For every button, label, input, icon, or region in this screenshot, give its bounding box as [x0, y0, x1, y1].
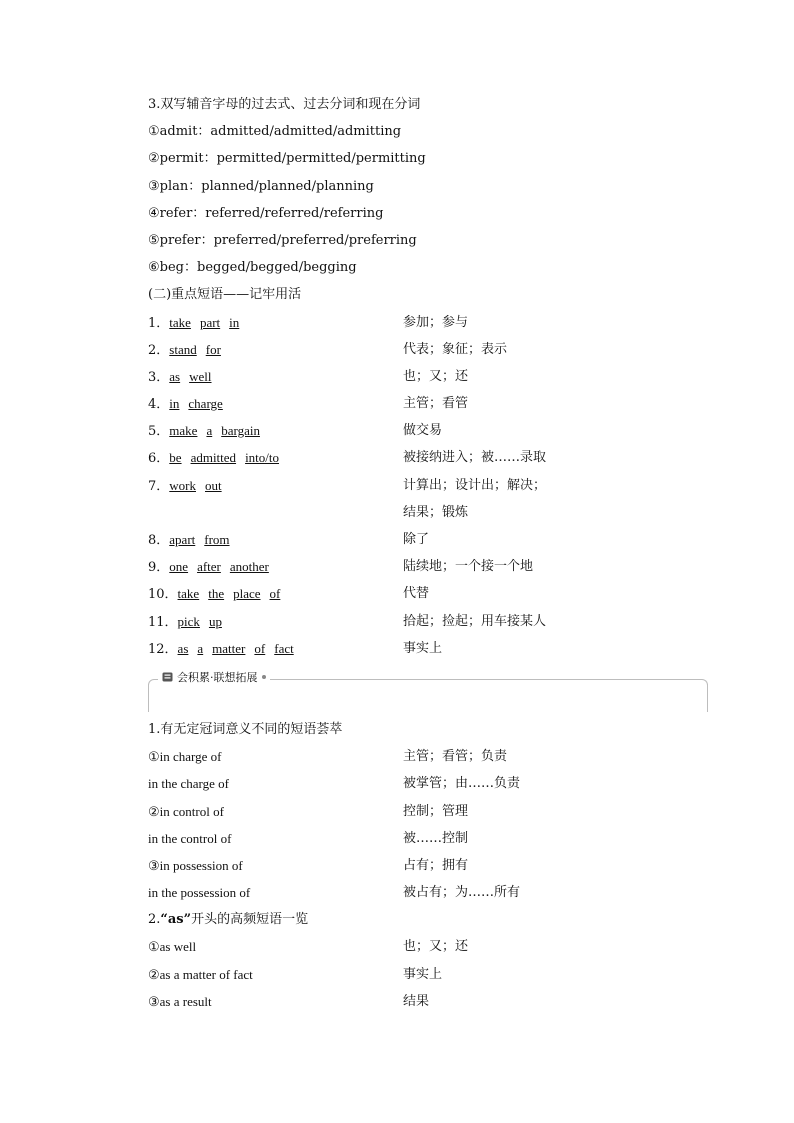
- phrase-word: after: [197, 559, 221, 575]
- phrase-number: 6．: [148, 451, 170, 467]
- phrase-word: up: [208, 613, 222, 629]
- phrase-meaning: 被接纳进入；被……录取: [403, 450, 547, 466]
- document-page: [148, 94, 708, 1018]
- phrase-row: [148, 583, 708, 610]
- phrase-answer: [169, 396, 223, 411]
- phrase-meaning: 除了: [403, 532, 430, 547]
- phrase-word: another: [229, 559, 269, 575]
- phrase-english: ③as a result: [148, 993, 212, 1009]
- notebook-icon: [162, 672, 173, 682]
- dot-icon: [262, 675, 266, 679]
- phrase-meaning: 主管；看管: [403, 396, 469, 412]
- phrase-answer: [169, 450, 279, 465]
- phrase-meaning: 也；又；还: [403, 368, 469, 384]
- phrase-pair-row: [148, 828, 708, 855]
- phrase-number: 5．: [148, 424, 170, 440]
- phrase-answer: [178, 614, 222, 629]
- phrase-pair-row: [148, 855, 708, 882]
- phrase-number: 1．: [148, 315, 170, 331]
- phrase-english: in the possession of: [148, 885, 251, 901]
- phrase-english: ②in control of: [148, 803, 224, 819]
- phrase-english: in the charge of: [148, 776, 229, 792]
- phrase-pair-row: [148, 936, 708, 963]
- verb-form-item: ⑥beg：begged/begged/begging: [148, 260, 357, 276]
- phrase-number: 9．: [148, 560, 170, 576]
- phrase-chinese: 被……控制: [403, 830, 469, 846]
- phrase-number: 10．: [148, 587, 178, 603]
- phrase-number: 7．: [148, 478, 170, 494]
- phrase-number: 12．: [148, 641, 178, 657]
- phrase-word: charge: [188, 396, 223, 412]
- phrase-word: a: [206, 423, 213, 439]
- phrase-word: part: [199, 314, 221, 330]
- phrase-word: apart: [169, 532, 196, 547]
- phrase-row: [148, 611, 708, 638]
- phrase-meaning: 拾起；捡起；用车接某人: [403, 613, 547, 629]
- phrase-row: [148, 638, 708, 665]
- phrase-answer: [169, 478, 221, 493]
- phrase-english: ①as well: [148, 939, 197, 955]
- phrase-answer: [169, 369, 211, 384]
- phrase-word: matter: [212, 640, 246, 656]
- phrase-word: take: [169, 314, 191, 330]
- phrase-word: admitted: [190, 450, 237, 466]
- phrase-word: of: [269, 586, 281, 602]
- phrase-meaning: 参加；参与: [403, 314, 469, 330]
- phrase-word: from: [204, 532, 230, 547]
- phrase-row: [148, 393, 708, 420]
- phrase-number: 4．: [148, 397, 170, 413]
- phrase-answer: [169, 315, 239, 330]
- phrase-row: [148, 447, 708, 474]
- phrase-chinese: 控制；管理: [403, 803, 469, 819]
- phrase-word: fact: [274, 640, 294, 656]
- phrase-word: be: [169, 450, 182, 466]
- phrase-chinese: 事实上: [403, 966, 443, 982]
- phrase-pair-row: [148, 773, 708, 800]
- phrase-chinese: 结果: [403, 993, 430, 1009]
- verb-form-item: ②permit：permitted/permitted/permitting: [148, 151, 426, 167]
- phrase-meaning: 陆续地；一个接一个地: [403, 559, 534, 575]
- phrase-row: [148, 420, 708, 447]
- phrases-heading: (二)重点短语——记牢用活: [148, 287, 302, 303]
- phrase-word: take: [177, 586, 200, 602]
- phrase-word: in: [229, 314, 240, 330]
- verb-form-item: ③plan：planned/planned/planning: [148, 178, 374, 194]
- phrase-answer: [169, 342, 221, 357]
- phrase-meaning-continued: 结果；锻炼: [403, 504, 469, 520]
- verb-form-item: ⑤prefer：preferred/preferred/preferring: [148, 232, 417, 248]
- phrase-word: work: [169, 477, 196, 493]
- phrase-number: 8．: [148, 533, 170, 548]
- phrase-word: place: [233, 586, 261, 602]
- phrase-chinese: 被占有；为……所有: [403, 885, 521, 901]
- phrase-answer: [169, 532, 229, 547]
- phrase-word: of: [254, 640, 266, 656]
- phrase-word: one: [169, 559, 189, 575]
- ext2-heading: [148, 909, 708, 936]
- phrase-word: make: [169, 423, 198, 439]
- phrase-pair-row: [148, 964, 708, 991]
- verb-form-item: ①admit：admitted/admitted/admitting: [148, 124, 402, 140]
- ext2-heading-rest: 开头的高频短语一览: [191, 912, 309, 928]
- phrase-row: [148, 366, 708, 393]
- phrase-word: into/to: [245, 450, 280, 466]
- extension-box-label: [158, 669, 270, 685]
- phrase-word: stand: [169, 341, 197, 357]
- phrase-pair-row: [148, 746, 708, 773]
- ext1-list: [148, 746, 708, 909]
- phrase-meaning: 代表；象征；表示: [403, 341, 508, 357]
- phrase-chinese: 主管；看管；负责: [403, 749, 508, 765]
- phrase-english: ②as a matter of fact: [148, 966, 253, 982]
- phrase-answer: [169, 559, 269, 574]
- phrase-meaning: 事实上: [403, 640, 443, 656]
- phrase-row-continued: [148, 502, 708, 529]
- phrase-word: as: [177, 640, 189, 656]
- phrase-meaning: 计算出；设计出；解决；: [403, 477, 547, 493]
- phrase-chinese: 被掌管；由……负责: [403, 776, 521, 792]
- verb-form-item: ④refer：referred/referred/referring: [148, 205, 384, 221]
- phrase-chinese: 占有；拥有: [403, 857, 469, 873]
- phrase-number: 3．: [148, 369, 170, 385]
- phrase-word: out: [205, 477, 222, 493]
- phrase-number: 2．: [148, 342, 170, 358]
- ext1-heading: 1.有无定冠词意义不同的短语荟萃: [148, 721, 343, 737]
- phrase-list: [148, 312, 708, 665]
- extension-box-title: 会积累·联想拓展: [177, 670, 258, 684]
- section-3-heading: 3.双写辅音字母的过去式、过去分词和现在分词: [148, 97, 421, 112]
- ext2-heading-quote: “as”: [160, 912, 192, 928]
- ext2-list: [148, 936, 708, 1018]
- phrase-pair-row: [148, 882, 708, 909]
- phrase-answer: [178, 586, 281, 601]
- phrase-word: pick: [177, 613, 200, 629]
- phrase-english: ③in possession of: [148, 857, 243, 873]
- phrase-answer: [178, 641, 294, 656]
- phrase-word: as: [169, 368, 181, 384]
- phrase-word: well: [189, 368, 212, 384]
- phrase-english: in the control of: [148, 830, 232, 846]
- phrase-answer: [169, 423, 260, 438]
- phrase-meaning: 做交易: [403, 423, 443, 439]
- phrase-word: for: [205, 341, 221, 357]
- phrase-row: [148, 556, 708, 583]
- phrase-pair-row: [148, 991, 708, 1018]
- phrase-row: [148, 475, 708, 502]
- phrase-row: [148, 339, 708, 366]
- phrase-english: ①in charge of: [148, 749, 222, 765]
- phrase-word: the: [208, 586, 225, 602]
- phrase-chinese: 也；又；还: [403, 939, 469, 955]
- phrase-meaning: 代替: [403, 586, 430, 602]
- phrase-word: in: [169, 396, 180, 412]
- phrase-row: [148, 529, 708, 556]
- phrase-pair-row: [148, 801, 708, 828]
- ext2-heading-num: 2.: [148, 912, 161, 928]
- phrase-word: bargain: [221, 423, 260, 439]
- extension-box: [148, 669, 708, 713]
- phrase-word: a: [197, 640, 204, 656]
- phrase-number: 11．: [148, 614, 178, 630]
- phrase-row: [148, 312, 708, 339]
